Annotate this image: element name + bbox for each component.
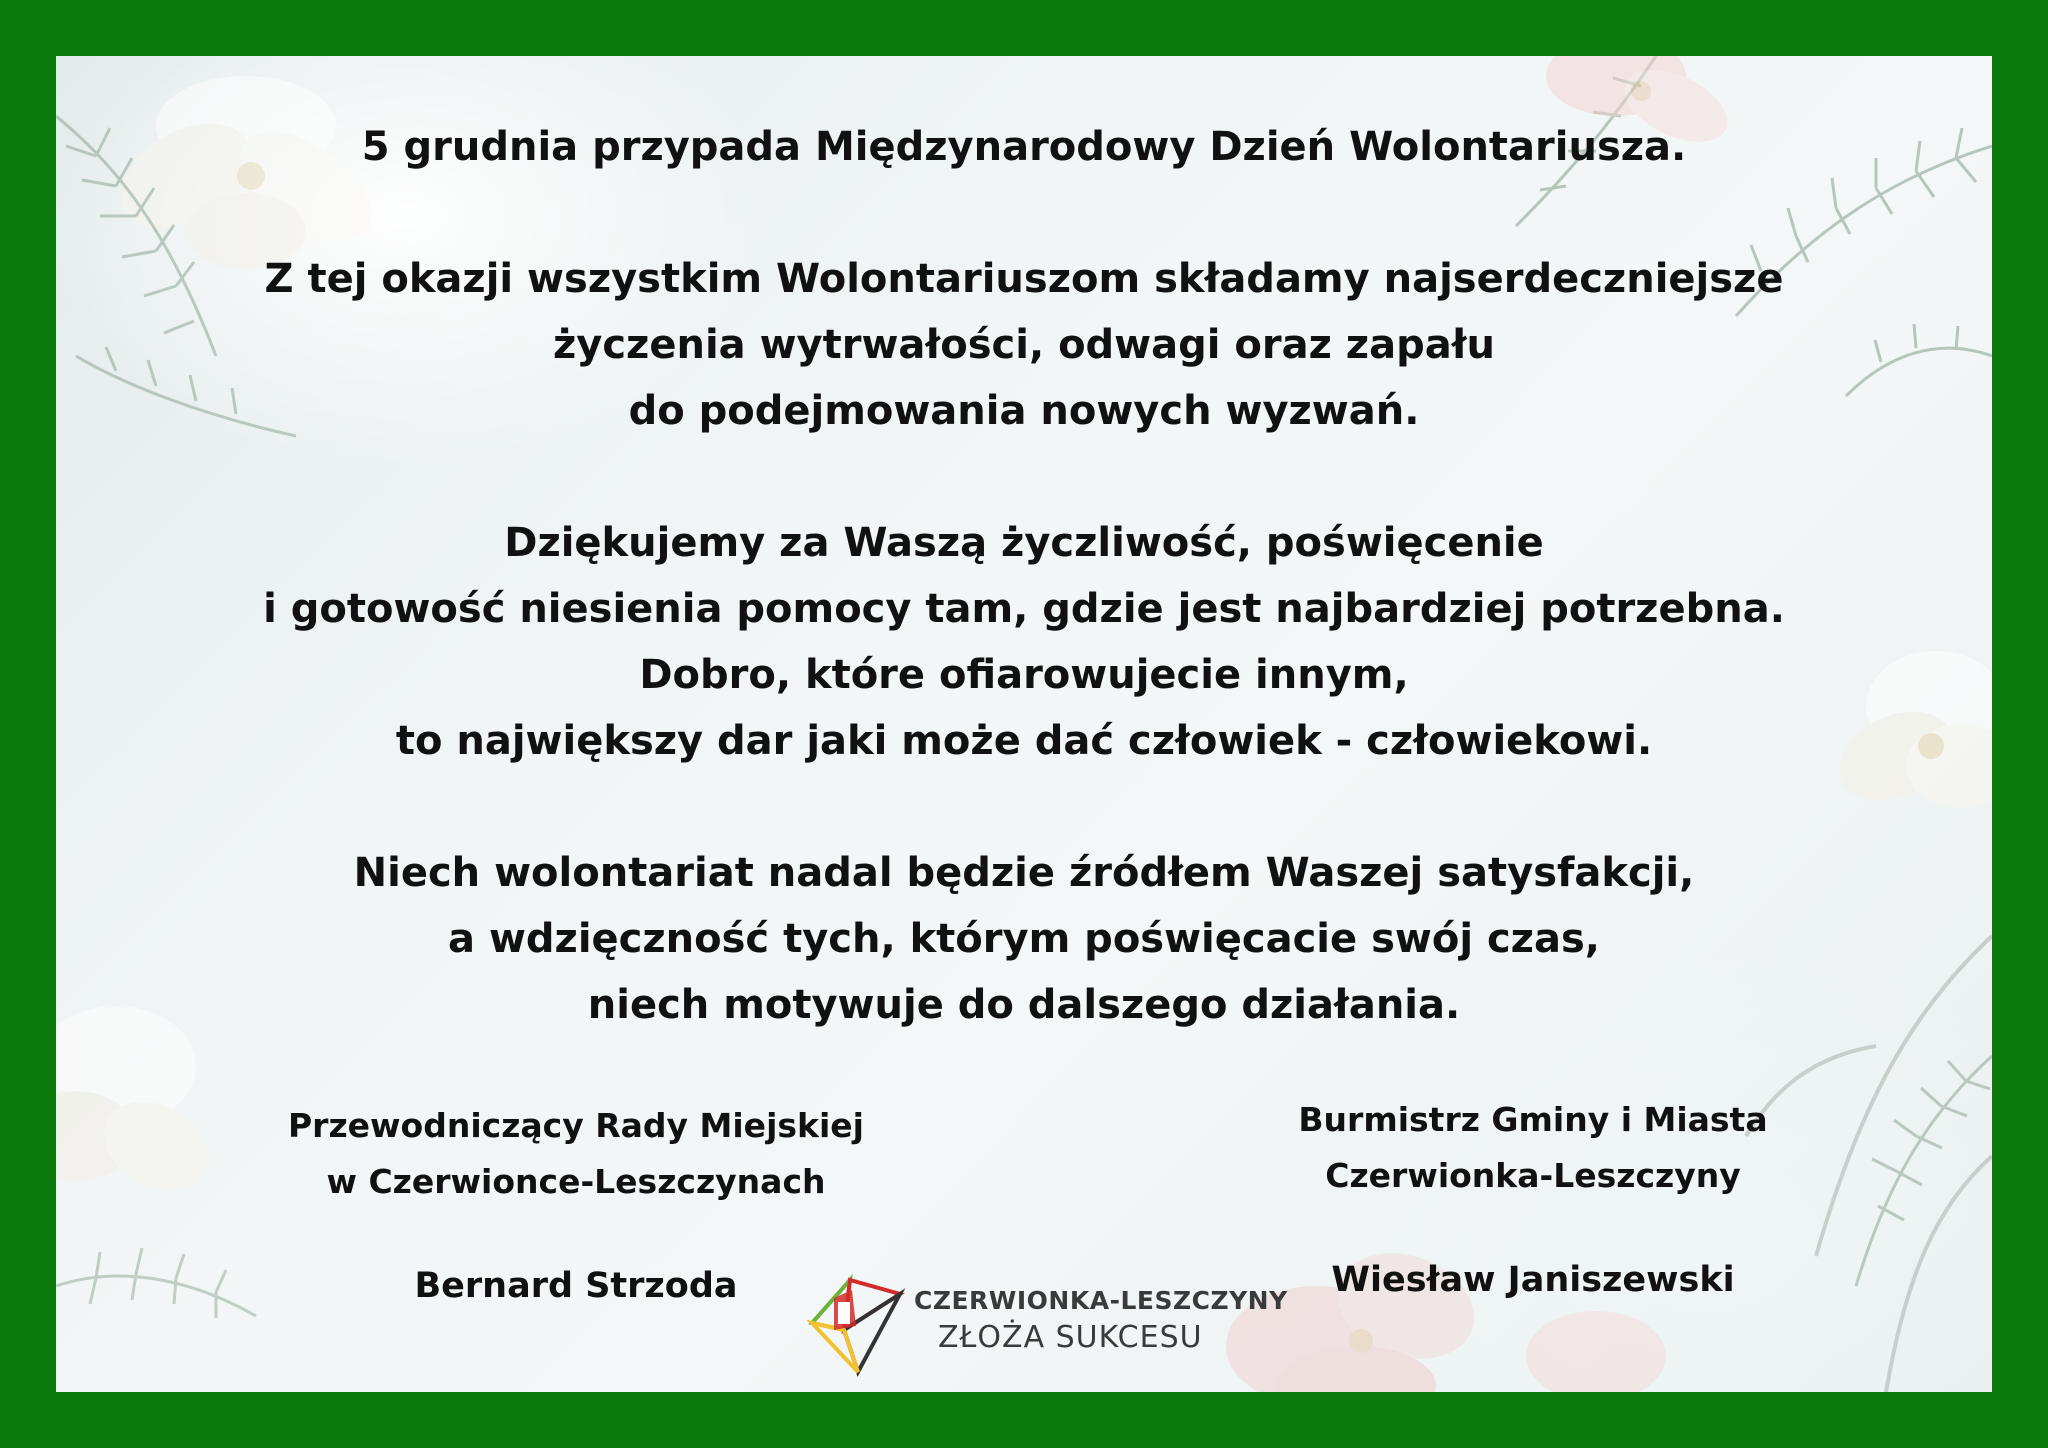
message-line: a wdzięczność tych, którym poświęcacie swój czas, [448, 916, 1600, 962]
signature-right-name: Wiesław Janiszewski [1331, 1260, 1735, 1300]
message-paragraph-thanks [56, 510, 1992, 774]
signature-left-title-2: w Czerwionce-Leszczynach [326, 1162, 826, 1201]
diamond-logo-icon [804, 1268, 912, 1378]
logo-slogan: ZŁOŻA SUKCESU [938, 1320, 1203, 1355]
message-line: Dziękujemy za Waszą życzliwość, poświęcenie [504, 520, 1544, 566]
signature-right-title: Burmistrz Gminy i Miasta [1298, 1100, 1768, 1139]
town-logo [804, 1268, 1288, 1378]
message-line: życzenia wytrwałości, odwagi oraz zapału [552, 322, 1496, 368]
message-paragraph-wishes [56, 246, 1992, 444]
message-line: i gotowość niesienia pomocy tam, gdzie jest najbardziej potrzebna. [263, 586, 1785, 632]
logo-title: CZERWIONKA-LESZCZYNY [914, 1286, 1288, 1315]
message-line: do podejmowania nowych wyzwań. [628, 388, 1420, 434]
signature-right [1153, 1092, 1913, 1308]
message-intro [56, 114, 1992, 180]
greeting-message [56, 114, 1992, 1038]
signature-right-title-2: Czerwionka-Leszczyny [1325, 1156, 1741, 1195]
message-line: 5 grudnia przypada Międzynarodowy Dzień Wolontariusza. [361, 124, 1687, 170]
message-line: niech motywuje do dalszego działania. [587, 982, 1461, 1028]
message-paragraph-closing [56, 840, 1992, 1038]
message-line: to największy dar jaki może dać człowiek - człowiekowi. [395, 718, 1653, 764]
message-line: Niech wolontariat nadal będzie źródłem Waszej satysfakcji, [353, 850, 1695, 896]
signature-left-name: Bernard Strzoda [414, 1266, 738, 1306]
signature-left-title: Przewodniczący Rady Miejskiej [288, 1106, 864, 1145]
message-line: Dobro, które ofiarowujecie innym, [639, 652, 1409, 698]
greeting-card [56, 56, 1992, 1392]
message-line: Z tej okazji wszystkim Wolontariuszom składamy najserdeczniejsze [264, 256, 1784, 302]
